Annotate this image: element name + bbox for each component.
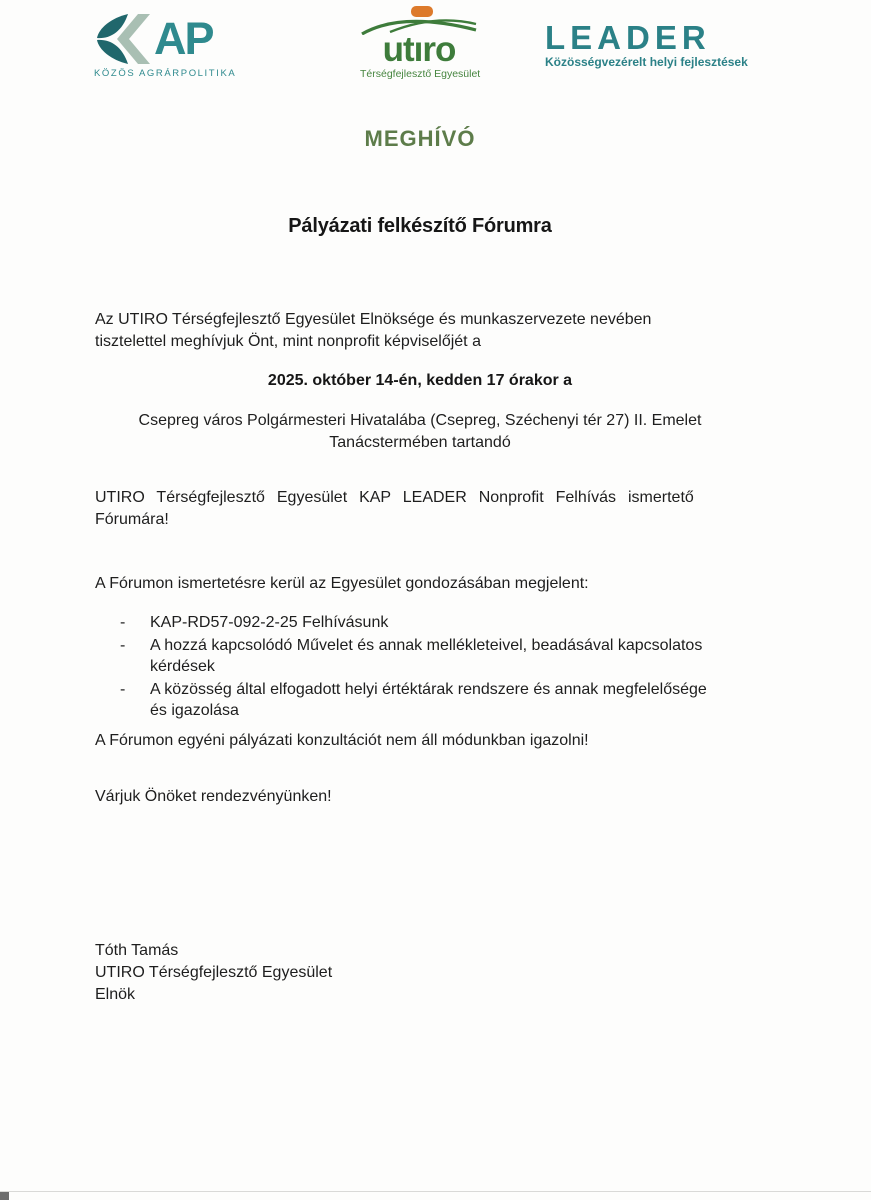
event-datetime: 2025. október 14-én, kedden 17 órakor a [267,372,573,389]
agenda-item-line: KAP-RD57-092-2-25 Felhívásunk [150,614,389,631]
location-line: Tanácstermében tartandó [329,434,511,451]
forum-line: UTIRO Térségfejlesztő Egyesület KAP LEADER Nonprofit Felhívás ismertető [95,489,694,506]
intro-line: tisztelettel meghívjuk Önt, mint nonprofit képviselőjét a [95,333,481,350]
kap-leaves-icon [94,13,152,65]
utiro-logo [360,5,481,80]
forum-paragraph [95,487,745,531]
utiro-logo-subtitle: Térségfejlesztő Egyesület [360,68,481,80]
agenda-item-text [150,612,388,633]
utiro-logo-text: utıro [382,30,456,69]
scan-artifact-corner [0,1192,9,1200]
bullet-dash: - [120,681,126,698]
agenda-item-line: A hozzá kapcsolódó Művelet és annak mellékleteivel, beadásával kapcsolatos [150,637,703,654]
leader-logo-subtitle: Közösségvezérelt helyi fejlesztések [545,55,748,69]
kap-logo-text: AP [154,13,213,64]
kap-logo-subtitle: KÖZÖS AGRÁRPOLITIKA [94,68,237,79]
agenda-item [120,679,707,721]
location-line: Csepreg város Polgármesteri Hivatalába (Csepreg, Széchenyi tér 27) II. Emelet [138,412,702,429]
consultation-note: A Fórumon egyéni pályázati konzultációt nem áll módunkban igazolni! [95,732,589,749]
closing-line: Várjuk Önöket rendezvényünken! [95,788,332,805]
logo-header [0,0,871,110]
signature-name: Tóth Tamás [95,942,179,959]
agenda-item [120,635,707,677]
agenda-item-text [150,679,707,721]
scan-artifact-line [0,1191,871,1192]
forum-line: Fórumára! [95,511,169,528]
agenda-item-line: és igazolása [150,702,239,719]
signature-block [95,940,332,1006]
leader-logo [545,21,748,69]
event-location [95,410,745,454]
document-subtitle: Pályázati felkészítő Fórumra [288,215,552,237]
kap-logo [94,13,237,79]
leader-logo-text: LEADER [545,19,711,56]
agenda-item [120,612,707,633]
agenda-intro: A Fórumon ismertetésre kerül az Egyesület gondozásában megjelent: [95,575,589,592]
agenda-item-text [150,635,702,677]
kap-logo-row [94,13,224,65]
bullet-dash: - [120,637,126,654]
document-title: MEGHÍVÓ [364,126,476,151]
signature-role: Elnök [95,986,136,1003]
agenda-item-line: kérdések [150,658,215,675]
bullet-dash: - [120,614,126,631]
intro-paragraph [95,309,651,353]
agenda-item-line: A közösség által elfogadott helyi értéktárak rendszere és annak megfelelősége [150,681,707,698]
intro-line: Az UTIRO Térségfejlesztő Egyesület Elnöksége és munkaszervezete nevében [95,311,652,328]
signature-organization: UTIRO Térségfejlesztő Egyesület [95,964,333,981]
agenda-list [120,612,707,723]
